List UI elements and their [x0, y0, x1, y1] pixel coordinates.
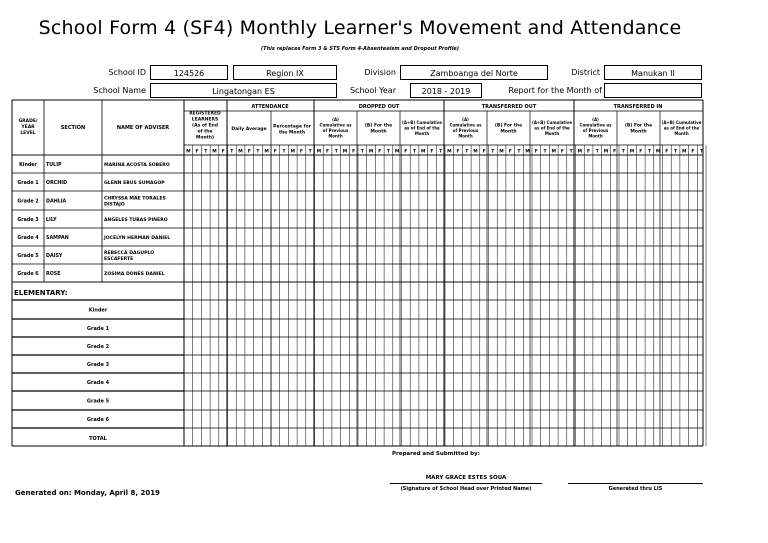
mft-header: M: [394, 149, 400, 155]
region-field[interactable]: Region IX: [233, 65, 337, 80]
mft-header: M: [316, 149, 322, 155]
summary-row-label: Kinder: [88, 307, 108, 314]
mft-header: M: [264, 149, 269, 155]
header-cumulative-end: as of End of the: [534, 125, 570, 131]
mft-header: F: [587, 149, 591, 155]
mft-header: F: [430, 149, 434, 155]
header-cumulative-previous: Cumulative as: [579, 122, 612, 128]
prepared-by-label: Prepared and Submitted by:: [392, 451, 480, 457]
summary-row-label: Grade 2: [86, 344, 110, 350]
mft-header: T: [491, 149, 495, 155]
row-adviser: JOCELYN HERMAN DANIEL: [104, 236, 171, 241]
header-cumulative-previous: Month: [328, 133, 343, 139]
header-transferred-in: TRANSFERRED IN: [613, 104, 663, 110]
header-cumulative-end: as of End of the: [404, 125, 440, 131]
mft-header: M: [342, 149, 348, 155]
header-percentage: Percentage for: [273, 124, 311, 130]
elementary-label: ELEMENTARY:: [14, 289, 68, 297]
header-cumulative-previous: of Previous: [322, 128, 349, 134]
mft-header: T: [308, 149, 312, 155]
school-id-label: School ID: [108, 68, 146, 77]
header-transferred-out: TRANSFERRED OUT: [481, 104, 537, 110]
summary-row-label: Grade 4: [86, 380, 110, 386]
header-for-the-month: (B) For the: [624, 123, 653, 129]
row-adviser: CHRYSSA MAE TORALES: [104, 196, 166, 202]
mft-header: M: [186, 149, 191, 155]
header-for-the-month: Month: [630, 129, 647, 135]
mft-header: T: [413, 149, 417, 155]
mft-header: M: [577, 149, 583, 155]
header-cumulative-previous: Cumulative as: [449, 122, 482, 128]
mft-header: T: [647, 149, 651, 155]
row-grade: Grade 1: [17, 181, 39, 186]
header-section: SECTION: [60, 125, 86, 131]
row-grade: Kinder: [19, 163, 37, 168]
mft-header: M: [212, 149, 217, 155]
row-grade: Grade 5: [17, 254, 39, 259]
header-dropped-out: DROPPED OUT: [358, 104, 400, 110]
school-id-field[interactable]: 124526: [150, 65, 228, 80]
mft-header: F: [299, 149, 303, 155]
signature-caption: (Signature of School Head over Printed Name): [400, 486, 532, 492]
mft-header: T: [439, 149, 443, 155]
mft-header: F: [665, 149, 669, 155]
mft-header: F: [247, 149, 251, 155]
mft-header: M: [551, 149, 556, 155]
header-registered: REGISTERED: [189, 111, 221, 117]
row-grade: Grade 6: [17, 272, 39, 277]
header-for-the-month: Month: [500, 129, 517, 135]
mft-header: F: [378, 149, 382, 155]
mft-header: T: [517, 149, 521, 155]
header-cumulative-previous: of Previous: [452, 128, 479, 134]
lis-caption: Generated thru LIS: [608, 486, 663, 492]
summary-row-label: Grade 6: [86, 417, 110, 423]
header-registered: (As of End: [192, 123, 218, 129]
mft-header: F: [326, 149, 330, 155]
total-label: TOTAL: [89, 436, 107, 442]
mft-header: F: [352, 149, 356, 155]
header-attendance: ATTENDANCE: [251, 104, 289, 110]
row-adviser: REBECCA DAGUPLO: [104, 251, 155, 256]
header-cumulative-end: (A+B) Cumulative: [661, 119, 702, 125]
mft-header: T: [543, 149, 547, 155]
mft-header: T: [360, 149, 364, 155]
header-cumulative-previous: (A): [462, 117, 469, 123]
row-grade: Grade 3: [17, 218, 39, 223]
row-section: ORCHID: [46, 181, 68, 186]
mft-header: T: [334, 149, 338, 155]
mft-header: M: [290, 149, 295, 155]
mft-header: M: [682, 149, 687, 155]
mft-header: F: [456, 149, 460, 155]
generated-on: Generated on: Monday, April 8, 2019: [15, 489, 160, 497]
summary-row-label: Grade 1: [86, 326, 110, 332]
row-section: LILY: [46, 218, 57, 223]
row-section: ROSE: [46, 272, 61, 277]
header-grade: YEAR: [21, 125, 35, 130]
row-adviser: MARINA ACOSTA SOBERO: [104, 163, 170, 168]
mft-header: T: [230, 149, 234, 155]
row-adviser: ZOSIMA DONES DANIEL: [104, 272, 165, 277]
header-cumulative-end: Month: [674, 130, 689, 136]
mft-header: T: [204, 149, 208, 155]
row-section: DAHLIA: [46, 199, 67, 205]
header-for-the-month: (B) For the: [364, 123, 393, 129]
header-cumulative-end: as of End of the: [663, 125, 700, 131]
mft-header: T: [465, 149, 469, 155]
mft-header: M: [473, 149, 478, 155]
header-registered: LEARNERS: [191, 117, 219, 123]
mft-header: T: [700, 149, 704, 155]
mft-header: F: [534, 149, 538, 155]
school-name-field[interactable]: Lingatongan ES: [150, 83, 337, 98]
mft-header: T: [256, 149, 260, 155]
mft-header: M: [447, 149, 452, 155]
row-adviser: DISTAJO: [104, 202, 125, 208]
header-cumulative-end: Month: [414, 130, 430, 136]
row-adviser: GLENN EBUS SUMAGOP: [104, 181, 165, 186]
row-section: TULIP: [46, 163, 62, 168]
summary-row-label: Grade 5: [86, 398, 110, 405]
header-registered: of the: [197, 129, 213, 135]
header-grade: LEVEL: [20, 131, 36, 136]
header-registered: Month): [195, 135, 215, 141]
header-cumulative-previous: Cumulative as: [319, 122, 352, 128]
header-cumulative-previous: Month: [588, 133, 603, 139]
mft-header: F: [560, 149, 564, 155]
header-for-the-month: Month: [370, 129, 387, 135]
form-subtitle: (This replaces Form 3 & STS Form 4-Absenteeism and Dropout Profile): [260, 46, 460, 52]
mft-header: M: [499, 149, 504, 155]
mft-header: M: [421, 149, 426, 155]
mft-header: M: [238, 149, 243, 155]
row-section: DAISY: [46, 254, 63, 259]
mft-header: F: [482, 149, 486, 155]
mft-header: T: [595, 149, 599, 155]
mft-header: T: [674, 149, 678, 155]
signer-name: MARY GRACE ESTES SOUA: [425, 475, 507, 481]
mft-header: M: [525, 149, 530, 155]
header-for-the-month: (B) For the: [494, 123, 523, 129]
row-section: SAMPAN: [46, 236, 69, 241]
mft-header: F: [639, 149, 643, 155]
header-grade: GRADE/: [18, 119, 38, 124]
district-field[interactable]: Manukan II: [604, 65, 702, 80]
mft-header: F: [508, 149, 512, 155]
mft-header: T: [282, 149, 286, 155]
row-grade: Grade 4: [17, 236, 39, 241]
mft-header: T: [386, 149, 390, 155]
summary-row-label: Grade 3: [86, 362, 110, 368]
mft-header: M: [603, 149, 609, 155]
header-cumulative-end: Month: [544, 130, 560, 136]
header-cumulative-end: (A+B) Cumulative: [531, 119, 573, 125]
school-year-field[interactable]: 2018 - 2019: [410, 83, 482, 98]
division-label: Division: [364, 68, 396, 77]
mft-header: F: [221, 149, 225, 155]
mft-header: T: [621, 149, 625, 155]
header-cumulative-previous: (A): [592, 117, 599, 123]
mft-header: F: [691, 149, 695, 155]
division-field[interactable]: Zamboanga del Norte: [400, 65, 548, 80]
header-cumulative-previous: of Previous: [582, 128, 609, 134]
row-grade: Grade 2: [17, 199, 39, 205]
lis-line: [568, 483, 703, 484]
mft-header: F: [404, 149, 408, 155]
district-label: District: [571, 68, 600, 77]
report-month-label: Report for the Month of: [508, 86, 602, 95]
school-name-label: School Name: [93, 86, 146, 95]
header-percentage: the Month: [278, 130, 306, 136]
header-cumulative-end: (A+B) Cumulative: [401, 119, 443, 125]
school-year-label: School Year: [349, 86, 396, 95]
form-title: School Form 4 (SF4) Monthly Learner's Movement and Attendance: [38, 17, 682, 39]
mft-header: M: [655, 149, 661, 155]
header-adviser: NAME OF ADVISER: [116, 125, 170, 131]
mft-header: M: [368, 149, 374, 155]
row-adviser: ANGELES TUBAS PIÑERO: [104, 218, 168, 223]
signature-line: [390, 483, 542, 484]
mft-header: T: [569, 149, 573, 155]
header-daily-average: Daily Average: [231, 127, 267, 132]
mft-header: M: [629, 149, 635, 155]
row-adviser: ESCAFERTE: [104, 257, 134, 262]
header-cumulative-previous: (A): [332, 117, 339, 123]
mft-header: F: [195, 149, 199, 155]
header-cumulative-previous: Month: [458, 133, 473, 139]
mft-header: F: [273, 149, 277, 155]
mft-header: F: [613, 149, 617, 155]
